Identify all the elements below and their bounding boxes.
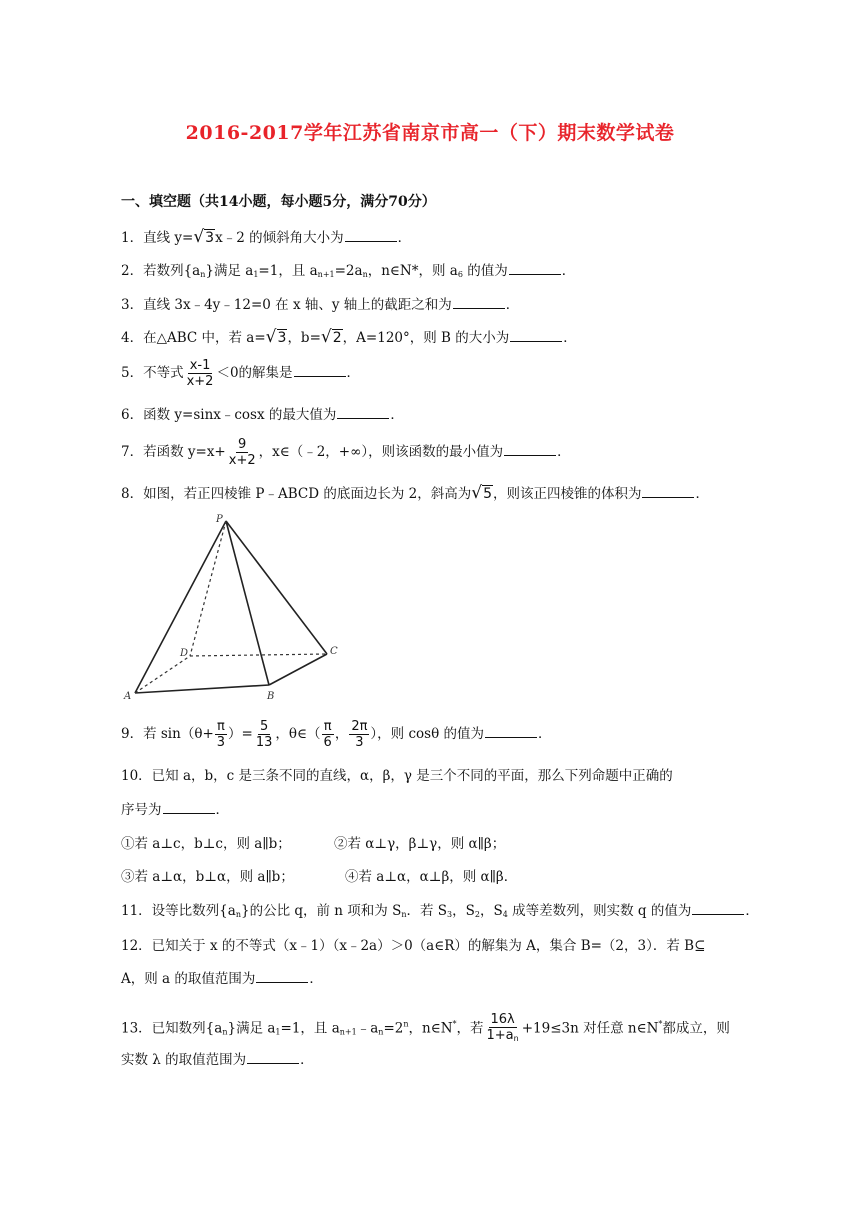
fraction: $\frac{5}{13}$ [255, 719, 273, 750]
question-10-line-1: 10．已知 a，b，c 是三条不同的直线，α，β，γ 是三个不同的平面，那么下列命题中正确的 [121, 768, 673, 784]
question-10-option-4: ④若 a⊥α，α⊥β，则 α∥β． [345, 869, 518, 885]
answer-blank [485, 724, 537, 738]
question-10-line-2: 序号为 ． [121, 802, 229, 818]
edge-PC [226, 521, 327, 654]
question-5: 5．不等式 $\frac{x-1}{x+2}$ ＜0的解集是 ． [121, 358, 361, 389]
question-13-line-2: 实数 λ 的取值范围为 ． [121, 1052, 314, 1068]
edge-AB [135, 685, 269, 693]
question-3: 3．直线 3x﹣4y﹣12=0 在 x 轴、y 轴上的截距之和为 ． [121, 297, 520, 313]
sqrt-symbol: √2 [320, 327, 342, 347]
section-heading: 一、填空题（共14小题，每小题5分，满分70分） [121, 194, 436, 210]
question-13-line-1: 13．已知数列$\{a_n\}$满足 $a_1=1$，且 $a_{n+1}﹣a_n=2^n$，n∈N*，若 $\frac{16\lambda}{1+a_n}$ +19≤3n 对任意 n∈N*都成立，则 [121, 1012, 730, 1046]
answer-blank [337, 405, 389, 419]
question-8: 8．如图，若正四棱锥 P﹣ABCD 的底面边长为 2，斜高为√5，则该正四棱锥的体积为 ． [121, 483, 709, 503]
question-10-option-3: ③若 a⊥α，b⊥α，则 a∥b； [121, 869, 294, 885]
fraction: $\frac{\pi}{3}$ [216, 719, 226, 750]
question-4: 4．在△ABC 中，若 a=√3，b=√2，A=120°，则 B 的大小为 ． [121, 327, 577, 347]
edge-PD [190, 521, 226, 656]
answer-blank [247, 1050, 299, 1064]
label-P: P [216, 514, 223, 525]
question-12-line-2: A，则 a 的取值范围为 ． [121, 971, 323, 987]
question-12-line-1: 12．已知关于 x 的不等式（x﹣1）（x﹣2a）＞0（a∈R）的解集为 A，集合 B=（2，3）．若 B⊆ [121, 938, 706, 954]
fraction: $\frac{9}{x+2}$ [228, 437, 256, 468]
question-1: 1．直线 y=√3x﹣2 的倾斜角大小为 ． [121, 227, 412, 247]
sqrt-symbol: √3 [265, 327, 287, 347]
fraction: $\frac{16\lambda}{1+a_n}$ [486, 1012, 519, 1043]
answer-blank [509, 261, 561, 275]
sqrt-symbol: √3 [193, 227, 215, 247]
question-6: 6．函数 y=sinx﹣cosx 的最大值为 ． [121, 407, 404, 423]
question-11: 11．设等比数列$\{a_n\}$的公比 q，前 n 项和为 $S_n$．若 $S_3$，$S_2$，$S_4$ 成等差数列，则实数 q 的值为 ． [121, 903, 759, 919]
label-B: B [267, 691, 275, 700]
answer-blank [163, 800, 215, 814]
edge-DC [190, 654, 327, 656]
page-title: 2016-2017学年江苏省南京市高一（下）期末数学试卷 [185, 122, 675, 144]
question-10-option-1: ①若 a⊥c，b⊥c，则 a∥b； [121, 836, 291, 852]
fraction: $\frac{\pi}{6}$ [323, 719, 332, 750]
question-9: 9．若 sin（θ+ $\frac{\pi}{3}$ ）= $\frac{5}{13}$ ，θ∈（ $\frac{\pi}{6}$ ， $\frac{2\pi}{3}$ ），则 cosθ 的值为 ． [121, 719, 552, 750]
label-D: D [180, 648, 189, 659]
answer-blank [256, 969, 308, 983]
answer-blank [692, 901, 744, 915]
edge-AD [135, 656, 190, 693]
fraction: $\frac{2\pi}{3}$ [351, 719, 368, 750]
question-2: 2．若数列$\{a_n\}$满足 $a_1=1$，且 $a_{n+1}=2a_n$，n∈N*，则 $a_6$ 的值为 ． [121, 263, 576, 279]
sqrt-symbol: √5 [471, 483, 492, 503]
edge-PA [135, 521, 226, 693]
answer-blank [510, 328, 562, 342]
answer-blank [294, 363, 346, 377]
answer-blank [504, 442, 556, 456]
question-10-option-2: ②若 α⊥γ，β⊥γ，则 α∥β； [334, 836, 506, 852]
answer-blank [642, 484, 694, 498]
edge-PB [226, 521, 269, 685]
label-C: C [330, 646, 338, 657]
question-7: 7．若函数 y=x+ $\frac{9}{x+2}$ ，x∈（﹣2，+∞），则该函数的最小值为 ． [121, 437, 571, 468]
answer-blank [453, 295, 505, 309]
answer-blank [345, 228, 397, 242]
edge-BC [269, 654, 327, 685]
pyramid-figure [122, 510, 344, 700]
fraction: $\frac{x-1}{x+2}$ [186, 358, 214, 389]
label-A: A [124, 691, 132, 700]
